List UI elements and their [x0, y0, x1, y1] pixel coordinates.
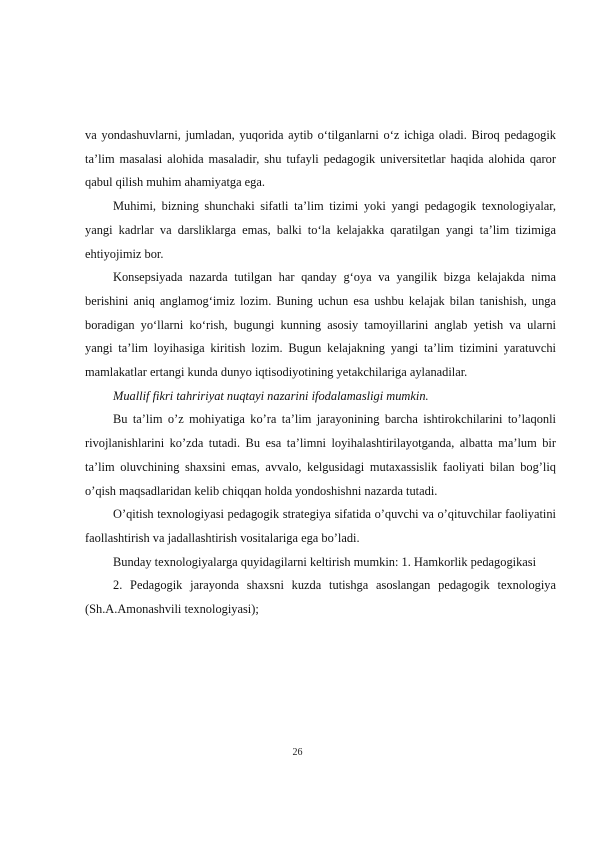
page-number: 26 [292, 747, 303, 758]
paragraph-3: Konsepsiyada nazarda tutilgan har qanday g‘oya va yangilik bizga kelajakda nima berishini aniq anglamog‘imiz lozim. Buning uchun esa ushbu kelajak bilan tanishish, unga boradigan yo‘llarni ko‘rish, bugungi kunning asosiy tamoyillarini anglab yetish va ularni yangi ta’lim loyihasiga kiritish lozim. Bugun kelajakning yangi ta’lim tizimini yaratuvchi mamlakatlar ertangi kunda dunyo iqtisodiyotining yetakchilariga aylanadilar. [85, 270, 556, 380]
paragraph-5: Bu ta’lim o’z mohiyatiga ko’ra ta’lim jarayonining barcha ishtirokchilarini to’laqonli rivojlanishlarini ko’zda tutadi. Bu esa ta’limni loyihalashtirilayotganda, albatta ma’lum bir ta’lim oluvchining shaxsini emas, avvalo, kelgusidagi mutaxassislik faoliyati bilan bog’liq o’qish maqsadlaridan kelib chiqqan holda yondoshishni nazarda tutadi. [85, 412, 556, 498]
page-body [85, 124, 556, 622]
paragraph-2: Muhimi, bizning shunchaki sifatli ta’lim tizimi yoki yangi pedagogik texnologiyalar, yangi kadrlar va darsliklarga emas, balki to‘la kelajakka qaratilgan yangi ta’lim tizimiga ehtiyojimiz bor. [85, 199, 556, 261]
paragraph-8: 2. Pedagogik jarayonda shaxsni kuzda tutishga asoslangan pedagogik texnologiya (Sh.A.Amonashvili texnologiyasi); [85, 578, 556, 617]
author-disclaimer: Muallif fikri tahririyat nuqtayi nazarini ifodalamasligi mumkin. [113, 388, 429, 403]
paragraph-7: Bunday texnologiyalarga quyidagilarni keltirish mumkin: 1. Hamkorlik pedagogikasi [113, 554, 537, 569]
paragraph-6: O’qitish texnologiyasi pedagogik strategiya sifatida o’quvchi va o’qituvchilar faoliyatini faollashtirish va jadallashtirish vositalariga ega bo’ladi. [85, 507, 556, 545]
paragraph-1: va yondashuvlarni, jumladan, yuqorida aytib o‘tilganlarni o‘z ichiga oladi. Biroq pedagogik ta’lim masalasi alohida masaladir, shu tufayli pedagogik universitetlar haqida alohida qaror qabul qilish muhim ahamiyatga ega. [85, 128, 556, 190]
